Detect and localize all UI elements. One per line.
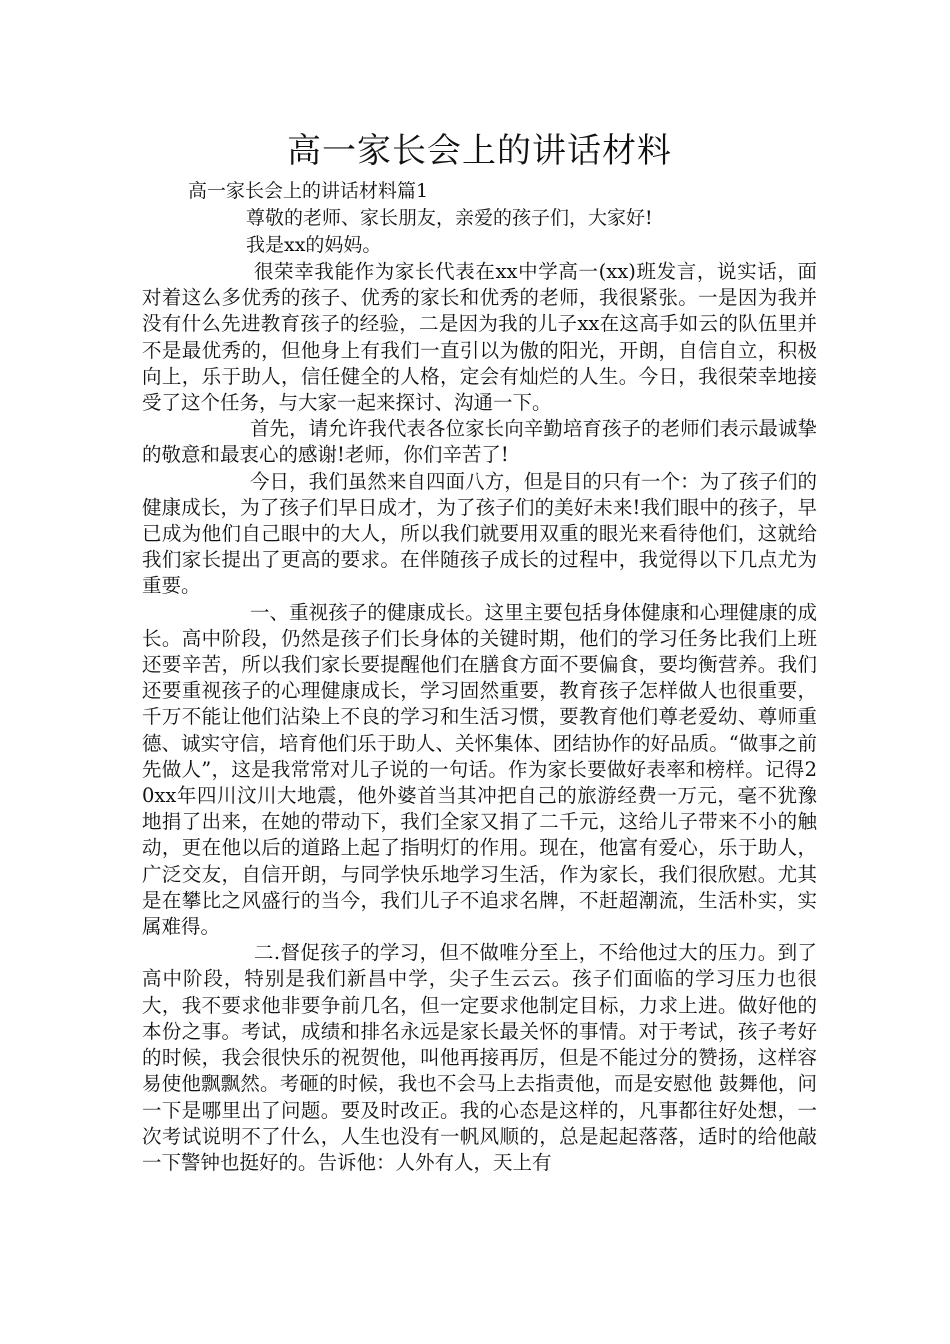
document-page — [142, 128, 817, 1176]
paragraph: 二.督促孩子的学习，但不做唯分至上，不给他过大的压力。到了高中阶段，特别是我们新昌中学，尖子生云云。孩子们面临的学习压力也很大，我不要求他非要争前几名，但一定要求他制定目标，力求上进。做好他的本份之事。考试，成绩和排名永远是家长最关怀的事情。对于考试，孩子考好的时候，我会很快乐的祝贺他，叫他再接再厉，但是不能过分的赞扬，这样容易使他飘飘然。考砸的时候，我也不会马上去指责他，而是安慰他 鼓舞他，问一下是哪里出了问题。要及时改正。我的心态是这样的，凡事都往好处想，一次考试说明不了什么，人生也没有一帆风顺的，总是起起落落，适时的给他敲一下警钟也挺好的。告诉他：人外有人，天上有 — [142, 941, 817, 1174]
document-subtitle: 高一家长会上的讲话材料篇1 — [188, 180, 429, 202]
paragraph: 很荣幸我能作为家长代表在xx中学高一(xx)班发言，说实话，面对着这么多优秀的孩子、优秀的家长和优秀的老师，我很紧张。一是因为我并没有什么先进教育孩子的经验，二是因为我的儿子xx在这高手如云的队伍里并不是最优秀的，但他身上有我们一直引以为傲的阳光，开朗，自信自立，积极向上，乐于助人，信任健全的人格，定会有灿烂的人生。今日，我很荣幸地接受了这个任务，与大家一起来探讨、沟通一下。 — [142, 260, 817, 415]
document-title: 高一家长会上的讲话材料 — [287, 131, 672, 171]
paragraph: 一、重视孩子的健康成长。这里主要包括身体健康和心理健康的成长。高中阶段，仍然是孩子们长身体的关键时期，他们的学习任务比我们上班还要辛苦，所以我们家长要提醒他们在膳食方面不要偏食，要均衡营养。我们还要重视孩子的心理健康成长，学习固然重要，教育孩子怎样做人也很重要，千万不能让他们沾染上不良的学习和生活习惯，要教育他们尊老爱幼、尊师重德、诚实守信，培育他们乐于助人、关怀集体、团结协作的好品质。“做事之前先做人”，这是我常常对儿子说的一句话。作为家长要做好表率和榜样。记得20xx年四川汶川大地震，他外婆首当其冲把自己的旅游经费一万元，毫不犹豫地捐了出来，在她的带动下，我们全家又捐了二千元，这给儿子带来不小的触动，更在他以后的道路上起了指明灯的作用。现在，他富有爱心，乐于助人，广泛交友，自信开朗，与同学快乐地学习生活，作为家长，我们很欣慰。尤其是在攀比之风盛行的当今，我们儿子不追求名牌，不赶超潮流，生活朴实，实属难得。 — [142, 600, 817, 939]
greeting-line: 尊敬的老师、家长朋友，亲爱的孩子们，大家好! — [246, 207, 653, 229]
paragraph: 今日，我们虽然来自四面八方，但是目的只有一个：为了孩子们的健康成长，为了孩子们早日成才，为了孩子们的美好未来!我们眼中的孩子，早已成为他们自己眼中的大人，所以我们就要用双重的眼光来看待他们，这就给我们家长提出了更高的要求。在伴随孩子成长的过程中，我觉得以下几点尤为重要。 — [142, 469, 817, 598]
paragraph: 首先，请允许我代表各位家长向辛勤培育孩子的老师们表示最诚挚的敬意和最衷心的感谢!老师，你们辛苦了! — [142, 417, 817, 467]
intro-line: 我是xx的妈妈。 — [246, 234, 382, 256]
